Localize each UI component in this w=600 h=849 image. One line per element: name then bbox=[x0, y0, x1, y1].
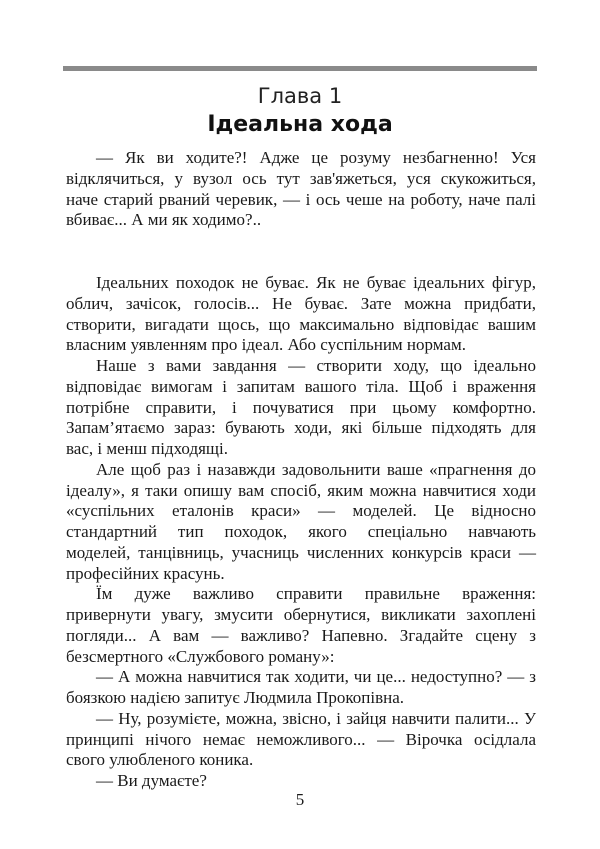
text-line: Ідеальних походок не буває. Як не буває ідеальних фігур, bbox=[96, 273, 536, 292]
text-line: Запам’ятаємо зараз: бувають ходи, які більше підходять для bbox=[66, 418, 536, 438]
paragraph bbox=[66, 356, 536, 460]
text-line: боязкою надією запитує Людмила Прокопівна. bbox=[66, 688, 405, 707]
epigraph-paragraph bbox=[66, 148, 536, 231]
text-line: вбиває... А ми як ходимо?.. bbox=[66, 210, 262, 230]
chapter-label: Глава 1 bbox=[257, 84, 343, 108]
text-line: відклячиться, у вузол ось тут зав'яжеться, уся скукожиться, bbox=[66, 168, 536, 188]
paragraph bbox=[66, 584, 536, 667]
text-line: — Ви думаєте? bbox=[96, 771, 207, 790]
text-line: погляди... А вам — важливо? Напевно. Згадайте сцену з bbox=[66, 625, 536, 645]
text-line: безсмертного «Службового роману»: bbox=[66, 646, 335, 666]
text-line: Але щоб раз і назавжди задовольнити ваше «прагнення до bbox=[96, 459, 536, 479]
text-line: облич, зачісок, голосів... Не буває. Зате можна придбати, bbox=[66, 293, 536, 313]
header-rule bbox=[63, 66, 537, 71]
text-line: Їм дуже важливо справити правильне враження: bbox=[96, 584, 536, 604]
epigraph bbox=[66, 148, 536, 231]
text-line: власним уявленням про ідеал. Або суспільним нормам. bbox=[66, 335, 466, 355]
text-line: моделей, танцівниць, учасниць численних конкурсів краси — bbox=[66, 542, 536, 562]
text-line: вас, і менш підходящі. bbox=[66, 439, 228, 458]
text-line: — Ну, розумієте, можна, звісно, і зайця навчити палити... У bbox=[96, 708, 536, 728]
text-line: привернути увагу, змусити обернутися, викликати захоплені bbox=[66, 605, 536, 624]
text-line: «суспільних еталонів краси» — моделей. Це відносно bbox=[66, 501, 536, 521]
text-line: — Як ви ходите?! Адже це розуму незбагненно! Уся bbox=[96, 148, 536, 167]
page-number: 5 bbox=[295, 790, 305, 809]
text-line: ідеалу», я таки опишу вам спосіб, яким можна навчитися ходи bbox=[66, 480, 536, 500]
paragraph bbox=[66, 667, 536, 709]
text-line: стандартний тип походок, якого спеціально навчають bbox=[66, 522, 536, 541]
text-line: Наше з вами завдання — створити ходу, що ідеально bbox=[96, 356, 536, 375]
text-line: потрібне справити, і почуватися при цьому комфортно. bbox=[66, 397, 536, 417]
main-text bbox=[66, 273, 536, 792]
paragraph bbox=[66, 460, 536, 585]
paragraph bbox=[66, 273, 536, 356]
text-line: — А можна навчитися так ходити, чи це... недоступно? — з bbox=[96, 667, 536, 687]
text-line: принципі нічого немає неможливого... — Вірочка осідлала bbox=[66, 729, 536, 749]
text-line: наче старий рваний черевик, — і ось чеше на роботу, наче палі bbox=[66, 189, 536, 209]
page-body bbox=[66, 148, 536, 792]
text-line: свого улюбленого коника. bbox=[66, 750, 254, 770]
paragraph bbox=[66, 709, 536, 771]
text-line: відповідає вимогам і запитам вашого тіла. Щоб і враження bbox=[66, 376, 536, 396]
text-line: професійних красунь. bbox=[66, 563, 225, 583]
text-line: створити, вигадати щось, що максимально відповідає вашим bbox=[66, 314, 536, 334]
chapter-title: Ідеальна хода bbox=[207, 112, 393, 137]
paragraph bbox=[66, 771, 536, 792]
section-gap bbox=[66, 231, 536, 273]
